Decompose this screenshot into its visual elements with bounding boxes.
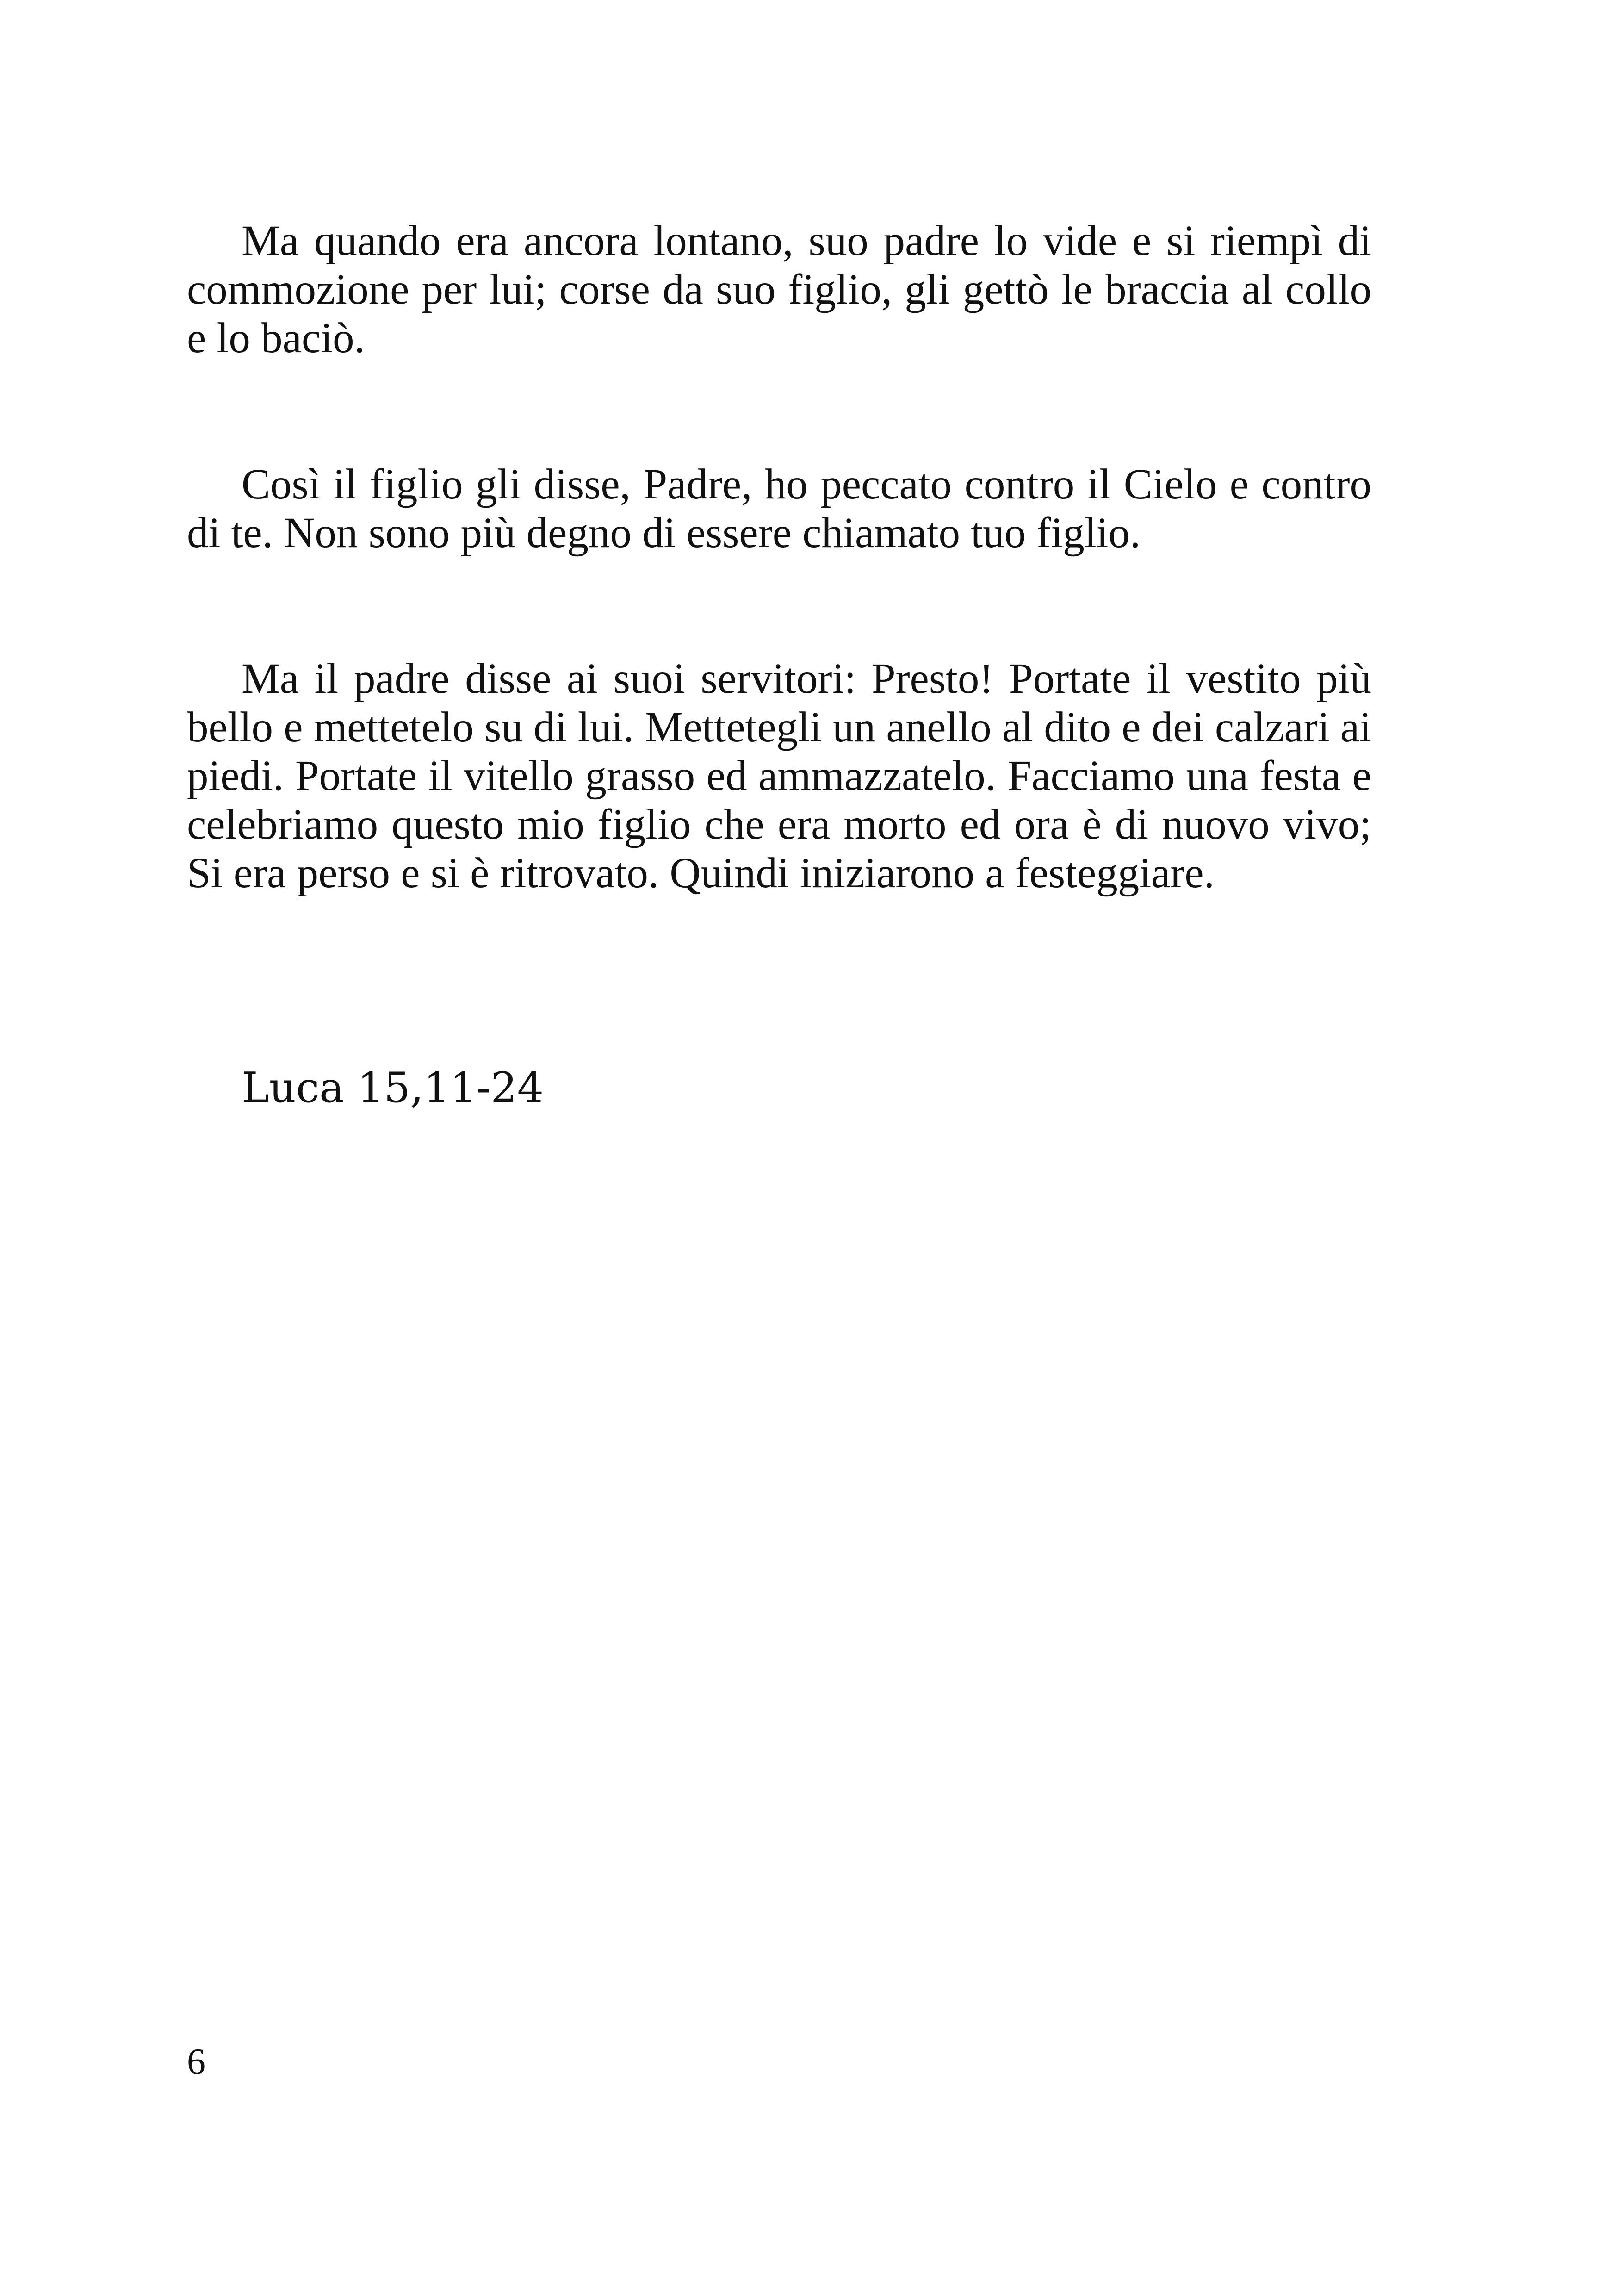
paragraph-father-sees-son: Ma quando era ancora lontano, suo padre lo vide e si riempì di commozione per lui; corse da suo figlio, gli gettò le braccia al collo e lo baciò. (187, 217, 1371, 362)
paragraph-celebration: Ma il padre disse ai suoi servitori: Presto! Portate il vestito più bello e mettetelo su di lui. Mettetegli un anello al dito e dei calzari ai piedi. Portate il vitello grasso ed ammazzatelo. Facciamo una festa e celebriamo questo mio figlio che era morto ed ora è di nuovo vivo; Si era perso e si è ritrovato. Quindi iniziarono a festeggiare. (187, 655, 1371, 897)
scripture-citation: Luca 15,11-24 (242, 1064, 544, 1112)
paragraph-son-confession: Così il figlio gli disse, Padre, ho peccato contro il Cielo e contro di te. Non sono più degno di essere chiamato tuo figlio. (187, 460, 1371, 557)
page-number: 6 (187, 2041, 205, 2082)
